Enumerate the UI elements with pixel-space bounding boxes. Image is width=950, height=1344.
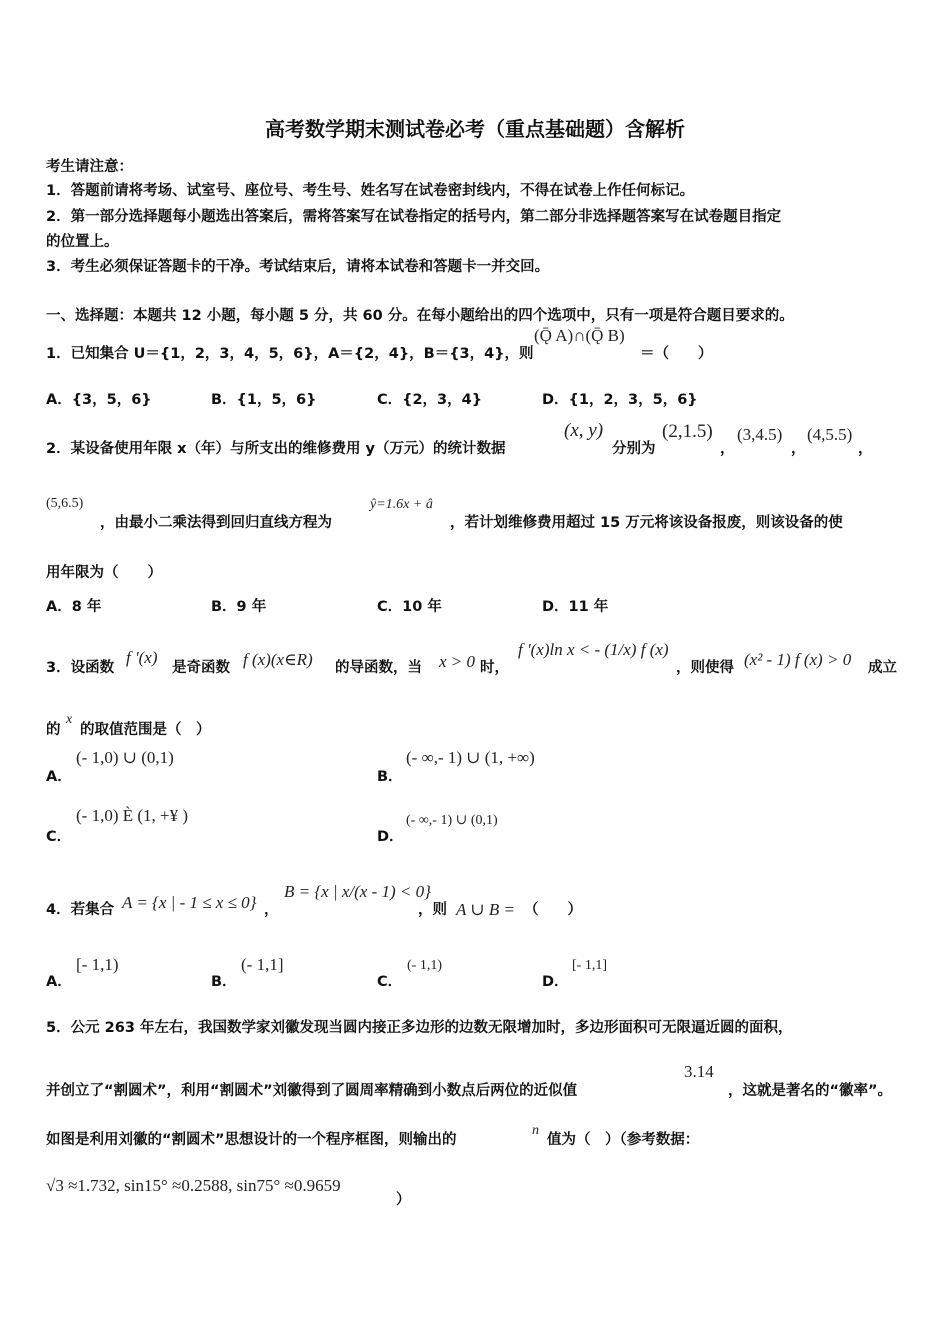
notice-item-2: 2．第一部分选择题每小题选出答案后，需将答案写在试卷指定的括号内，第二部分非选择题答案写在试卷题目指定: [46, 209, 782, 225]
question-5-line2-tail: ，这就是著名的“徽率”。: [728, 1083, 893, 1099]
question-2-regression-equation: ŷ=1.6x + â: [370, 497, 433, 512]
question-4-option-d-label: D．: [542, 974, 569, 990]
question-1-option-c: C．{2，3，4}: [377, 392, 483, 408]
question-3-variable: x: [66, 712, 73, 727]
notice-item-3: 3．考生必须保证答题卡的干净。考试结束后，请将本试卷和答题卡一并交回。: [46, 259, 550, 275]
question-4-union: A ∪ B =: [456, 900, 515, 919]
question-1-option-d: D．{1，2，3，5，6}: [542, 392, 698, 408]
notice-item-1: 1．答题前请将考场、试室号、座位号、考生号、姓名写在试卷密封线内，不得在试卷上作任何标记。: [46, 183, 695, 199]
question-3-inequality: f '(x)ln x < - (1/x) f (x): [518, 640, 669, 659]
question-3-line2-tail: 的取值范围是（ ）: [80, 722, 211, 738]
question-3-option-a-label: A．: [46, 769, 72, 785]
question-3-option-d: (- ∞,- 1) ∪ (0,1): [406, 813, 498, 828]
question-3-condition: x > 0: [439, 652, 476, 671]
question-2-point-2: (3,4.5): [737, 425, 783, 444]
question-4-option-d: [- 1,1]: [572, 958, 607, 973]
question-5-line1: 5．公元 263 年左右，我国数学家刘徽发现当圆内接正多边形的边数无限增加时，多边形面积可无限逼近圆的面积，: [46, 1020, 793, 1036]
question-4-then: ，则: [418, 902, 447, 918]
question-1-expression: (Ǭ A)∩(Ǭ B): [534, 326, 625, 345]
question-4-set-b: B = {x | x/(x - 1) < 0}: [284, 882, 431, 901]
question-3-lead: 3．设函数: [46, 660, 115, 676]
question-4-comma: ，: [264, 902, 279, 918]
question-2-sep-2: ，: [791, 441, 806, 457]
notice-item-2-cont: 的位置上。: [46, 234, 119, 250]
question-3-text-3: 时，: [480, 660, 509, 676]
question-4-option-b: (- 1,1]: [241, 955, 284, 974]
question-2-line3: 用年限为（ ）: [46, 565, 162, 581]
question-3-option-a: (- 1,0) ∪ (0,1): [76, 748, 174, 767]
question-2-point-1: (2,1.5): [662, 421, 713, 442]
question-4-option-a-label: A．: [46, 974, 72, 990]
question-4-option-c-label: C．: [377, 974, 403, 990]
question-5-reference-data: √3 ≈1.732, sin15° ≈0.2588, sin75° ≈0.9659: [46, 1176, 341, 1195]
question-1-option-a: A．{3，5，6}: [46, 392, 152, 408]
question-5-line2: 并创立了“割圆术”，利用“割圆术”刘徽得到了圆周率精确到小数点后两位的近似值: [46, 1083, 578, 1099]
question-2-option-c: C．10 年: [377, 599, 442, 615]
question-3-text-4: ，则使得: [676, 660, 734, 676]
question-5-n: n: [532, 1123, 539, 1138]
question-3-text-1: 是奇函数: [172, 660, 230, 676]
question-4-option-b-label: B．: [211, 974, 237, 990]
question-3-f-prime: f '(x): [126, 648, 158, 667]
page-title: 高考数学期末测试卷必考（重点基础题）含解析: [265, 117, 685, 141]
question-2-option-a: A．8 年: [46, 599, 102, 615]
question-4-lead: 4．若集合: [46, 902, 115, 918]
question-2-line2: ，由最小二乘法得到回归直线方程为: [100, 515, 332, 531]
question-2-point-4: (5,6.5): [46, 496, 84, 511]
notice-heading: 考生请注意：: [46, 159, 133, 175]
question-1-stem: 1．已知集合 U＝{1，2，3，4，5，6}，A＝{2，4}，B＝{3，4}，则: [46, 346, 534, 362]
question-2-sep-1: ，: [720, 441, 735, 457]
question-3-inequality-2: (x² - 1) f (x) > 0: [744, 650, 852, 669]
question-2-point-3: (4,5.5): [807, 425, 853, 444]
question-2-stem: 2．某设备使用年限 x（年）与所支出的维修费用 y（万元）的统计数据: [46, 441, 506, 457]
question-3-text-5: 成立: [868, 660, 897, 676]
question-3-text-2: 的导函数，当: [335, 660, 422, 676]
question-3-option-c: (- 1,0) È (1, +¥ ): [76, 806, 189, 825]
question-4-option-a: [- 1,1): [76, 955, 119, 974]
question-2-mid: 分别为: [612, 441, 656, 457]
question-1-tail: ＝（ ）: [640, 346, 713, 362]
question-5-close: ）: [396, 1192, 411, 1208]
question-3-option-b-label: B．: [377, 769, 403, 785]
question-1-option-b: B．{1，5，6}: [211, 392, 317, 408]
question-2-option-d: D．11 年: [542, 599, 609, 615]
question-4-option-c: (- 1,1): [407, 958, 442, 973]
question-3-option-d-label: D．: [377, 829, 404, 845]
question-2-sep-3: ，: [858, 441, 873, 457]
question-4-set-a: A = {x | - 1 ≤ x ≤ 0}: [122, 893, 257, 912]
question-5-line3: 如图是利用刘徽的“割圆术”思想设计的一个程序框图，则输出的: [46, 1132, 457, 1148]
question-2-line2-tail: ，若计划维修费用超过 15 万元将该设备报废，则该设备的使: [450, 515, 843, 531]
question-2-option-b: B．9 年: [211, 599, 267, 615]
question-5-pi-value: 3.14: [684, 1062, 714, 1081]
question-3-f: f (x)(x∈R): [243, 650, 313, 669]
section-heading: 一、选择题：本题共 12 小题，每小题 5 分，共 60 分。在每小题给出的四个选项中，只有一项是符合题目要求的。: [46, 308, 794, 324]
question-5-line3-tail: 值为（ ）（参考数据：: [547, 1132, 700, 1148]
question-4-paren: （ ）: [524, 902, 582, 918]
question-3-option-b: (- ∞,- 1) ∪ (1, +∞): [406, 748, 535, 767]
question-3-option-c-label: C．: [46, 829, 72, 845]
question-2-xy: (x, y): [564, 420, 604, 441]
question-3-line2: 的: [46, 722, 61, 738]
